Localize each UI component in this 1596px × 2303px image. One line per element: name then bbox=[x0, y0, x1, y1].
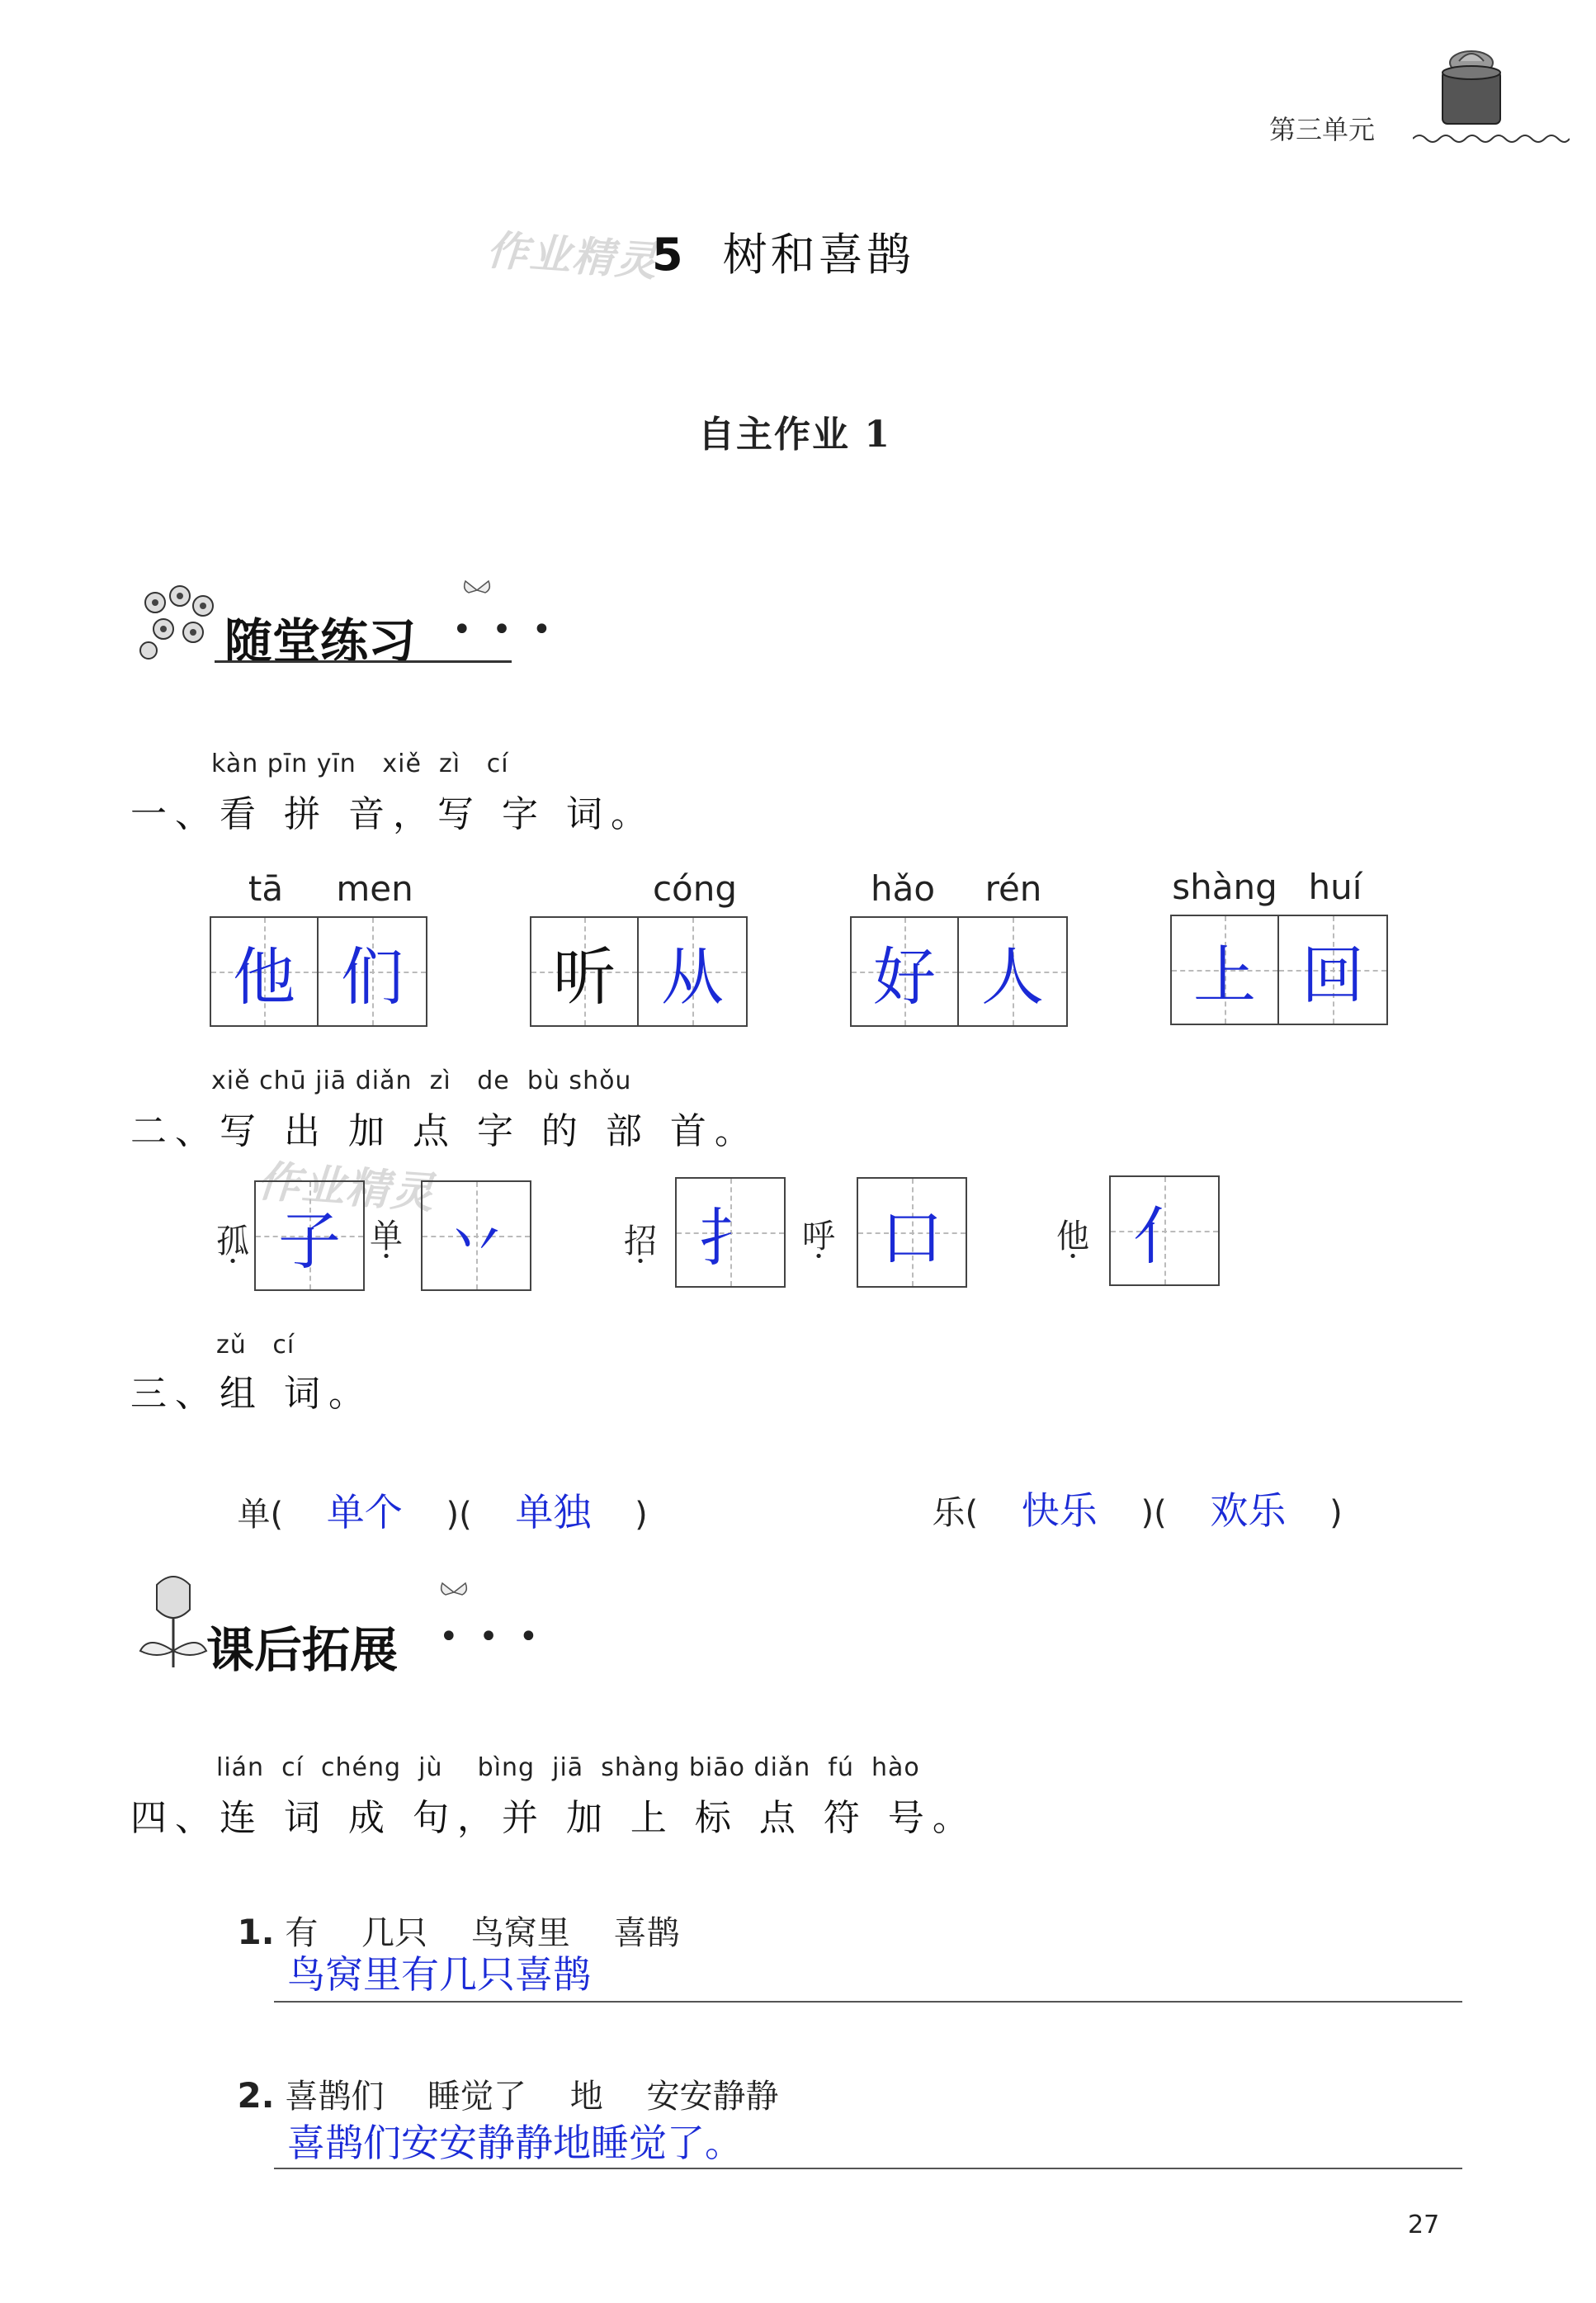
answer-line bbox=[274, 2168, 1462, 2169]
answer[interactable]: 欢乐 bbox=[1210, 1488, 1287, 1533]
radical-box bbox=[421, 1180, 531, 1291]
grid-cell[interactable]: 人 bbox=[959, 918, 1066, 1025]
q4-item-1 bbox=[216, 1869, 680, 1954]
answer[interactable]: 快乐 bbox=[1021, 1488, 1098, 1533]
radical-box bbox=[1109, 1175, 1220, 1286]
watermark: 作业精灵 bbox=[484, 225, 660, 286]
answer-sentence[interactable]: 鸟窝里有几只喜鹊 bbox=[287, 1952, 591, 1997]
radical-box bbox=[675, 1177, 786, 1288]
grid-cell[interactable]: 上 bbox=[1172, 916, 1279, 1024]
scrambled-words: 有 几只 鸟窝里 喜鹊 bbox=[285, 1914, 680, 1952]
q1-title: 一、看 拼 音，写 字 词。 bbox=[130, 793, 655, 835]
banner-underline bbox=[215, 660, 512, 663]
lesson-name: 树和喜鹊 bbox=[722, 229, 914, 281]
page-number: 27 bbox=[1408, 2211, 1440, 2239]
answer-line bbox=[274, 2001, 1462, 2003]
item-number: 2. bbox=[237, 2075, 275, 2116]
grid-cell[interactable]: 好 bbox=[852, 918, 959, 1025]
answer[interactable]: 单个 bbox=[326, 1490, 403, 1535]
flower-icon bbox=[130, 578, 229, 669]
lesson-title bbox=[652, 220, 914, 283]
char-grid bbox=[850, 916, 1068, 1027]
lesson-number: 5 bbox=[652, 229, 687, 281]
q3-title: 三、组 词。 bbox=[130, 1373, 373, 1415]
item-number: 1. bbox=[237, 1912, 275, 1952]
grid-cell[interactable]: 亻 bbox=[1111, 1177, 1218, 1284]
pinyin: huí bbox=[1308, 867, 1362, 907]
q2-pinyin-hint: xiě chū jiā diǎn zì de bù shǒu bbox=[211, 1066, 632, 1095]
radical-box bbox=[857, 1177, 967, 1288]
watermark: 作业精灵 bbox=[255, 1156, 437, 1219]
pinyin: shàng bbox=[1172, 867, 1277, 907]
q4-item-2 bbox=[216, 2032, 779, 2117]
extension-banner: 课后拓展 bbox=[206, 1622, 399, 1678]
grid-cell[interactable]: 丷 bbox=[423, 1182, 530, 1289]
assignment-subtitle: 自主作业 1 bbox=[698, 414, 891, 456]
q3-char: 单 bbox=[237, 1496, 271, 1534]
pinyin: rén bbox=[985, 868, 1042, 909]
q3-char: 乐 bbox=[932, 1494, 966, 1532]
char-grid bbox=[1170, 915, 1388, 1025]
banner-dots: • • • bbox=[439, 1618, 544, 1656]
scrambled-words: 喜鹊们 睡觉了 地 安安静静 bbox=[285, 2078, 779, 2116]
answer[interactable]: 单独 bbox=[515, 1490, 592, 1535]
radical-box bbox=[254, 1180, 365, 1291]
grid-cell[interactable]: 从 bbox=[639, 918, 746, 1025]
unit-label: 第三单元 bbox=[1269, 114, 1376, 145]
butterfly-icon bbox=[437, 1580, 470, 1605]
grid-cell: 听 bbox=[531, 918, 639, 1025]
char-grid bbox=[210, 916, 427, 1027]
dotted-char: 他 • bbox=[1056, 1210, 1089, 1257]
q3-row-2: 乐( 快乐 )( 欢乐 ) bbox=[932, 1488, 1343, 1533]
dotted-char: 招 • bbox=[624, 1215, 657, 1262]
dotted-char: 呼 • bbox=[802, 1210, 835, 1257]
practice-banner: 随堂练习 bbox=[224, 613, 417, 669]
grid-cell[interactable]: 们 bbox=[319, 918, 426, 1025]
answer-sentence[interactable]: 喜鹊们安安静静地睡觉了。 bbox=[287, 2121, 743, 2165]
q4-title: 四、连 词 成 句，并 加 上 标 点 符 号。 bbox=[130, 1797, 977, 1839]
grid-cell[interactable]: 回 bbox=[1279, 916, 1386, 1024]
butterfly-icon bbox=[460, 578, 493, 603]
q4-pinyin-hint: lián cí chéng jù bìng jiā shàng biāo diǎn fú hào bbox=[216, 1753, 920, 1782]
pinyin: tā bbox=[248, 868, 284, 909]
grid-cell[interactable]: 子 bbox=[256, 1182, 363, 1289]
wave-divider bbox=[1413, 130, 1570, 147]
tulip-icon bbox=[132, 1568, 215, 1676]
dotted-char: 孤 • bbox=[216, 1215, 249, 1262]
pinyin: men bbox=[336, 868, 413, 909]
dotted-char: 单 • bbox=[370, 1210, 403, 1257]
q3-pinyin-hint: zǔ cí bbox=[216, 1331, 295, 1360]
grid-cell[interactable]: 扌 bbox=[677, 1179, 784, 1286]
char-grid bbox=[530, 916, 748, 1027]
q1-pinyin-hint: kàn pīn yīn xiě zì cí bbox=[211, 750, 509, 778]
pinyin: hǎo bbox=[870, 868, 936, 909]
pinyin: cóng bbox=[652, 868, 738, 909]
plant-pot-icon bbox=[1434, 46, 1509, 129]
banner-dots: • • • bbox=[452, 611, 557, 649]
grid-cell[interactable]: 他 bbox=[211, 918, 319, 1025]
q2-title: 二、写 出 加 点 字 的 部 首。 bbox=[130, 1110, 759, 1152]
grid-cell[interactable]: 口 bbox=[858, 1179, 966, 1286]
q3-row-1: 单( 单个 )( 单独 ) bbox=[237, 1490, 648, 1535]
